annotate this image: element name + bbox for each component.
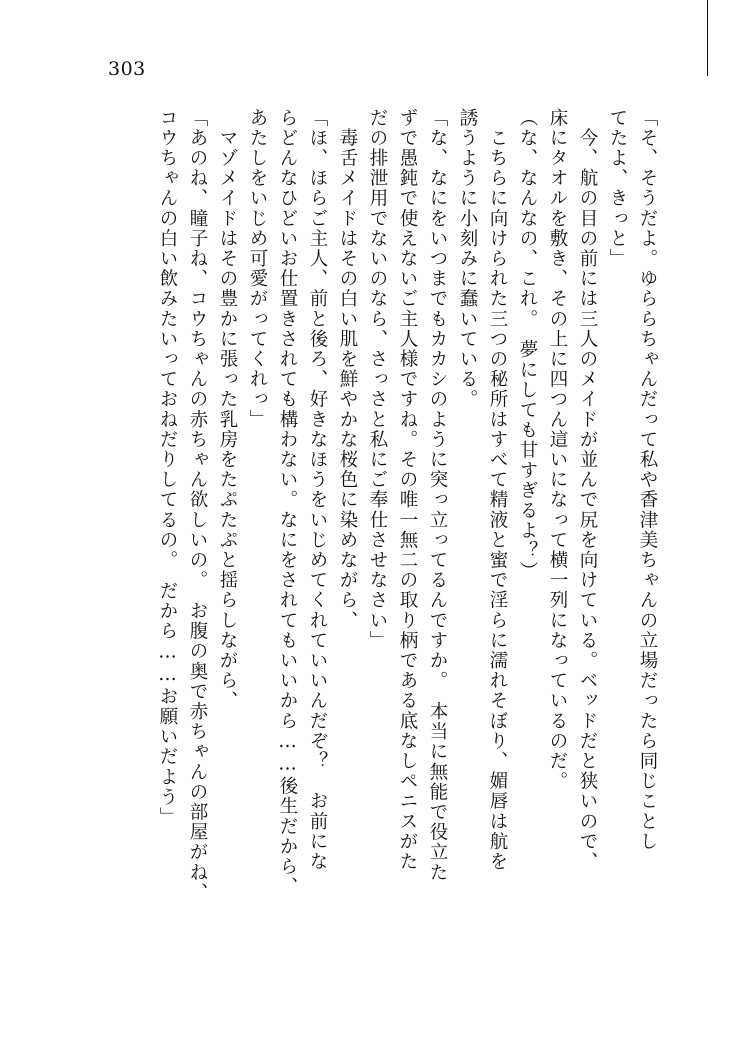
text-column: てたよ、きっと」 <box>607 108 628 269</box>
text-column: 「そ、そうだよ。ゆららちゃんだって私や香津美ちゃんの立場だったら同じことし <box>637 108 658 852</box>
page-number: 303 <box>108 58 146 80</box>
text-column: らどんなひどいお仕置きされても構わない。なにをされてもいいから……後生だから、 <box>277 108 298 897</box>
text-column: 毒舌メイドはその白い肌を鮮やかな桜色に染めながら、 <box>337 108 358 631</box>
text-column: あたしをいじめ可愛がってくれっ」 <box>247 108 268 430</box>
text-column: 誘うように小刻みに蠢いている。 <box>457 108 478 410</box>
text-column: ずで愚鈍で使えないご主人様ですね。その唯一無二の取り柄である底なしペニスがた <box>397 108 418 872</box>
text-column: 今、航の目の前には三人のメイドが並んで尻を向けている。ベッドだと狭いので、 <box>577 108 598 872</box>
vertical-text-block <box>96 108 656 938</box>
text-column: マゾメイドはその豊かに張った乳房をたぷたぷと揺らしながら、 <box>217 108 238 711</box>
text-column: （な、なんなの、これ。 夢にしても甘すぎるよ？） <box>517 108 538 582</box>
text-column: コウちゃんの白い飲みたいっておねだりしてるの。 だから……お願いだよう」 <box>157 108 178 828</box>
text-column: 「ほ、ほらご主人、前と後ろ、好きなほうをいじめてくれていいんだぞ？ お前にな <box>307 108 328 872</box>
text-column: だの排泄用でないのなら、さっさと私にご奉仕させなさい」 <box>367 108 388 651</box>
text-column: 「あのね、瞳子ね、コウちゃんの赤ちゃん欲しいの。 お腹の奥で赤ちゃんの部屋がね、 <box>187 108 208 903</box>
text-column: こちらに向けられた三つの秘所はすべて精液と蜜で淫らに濡れそぼり、媚唇は航を <box>487 108 508 872</box>
text-column: 床にタオルを敷き、その上に四つん這いになって横一列になっているのだ。 <box>547 108 568 792</box>
text-column: 「な、なにをいつまでもカカシのように突っ立ってるんですか。 本当に無能で役立た <box>427 108 448 883</box>
page-edge-mark <box>707 0 708 76</box>
